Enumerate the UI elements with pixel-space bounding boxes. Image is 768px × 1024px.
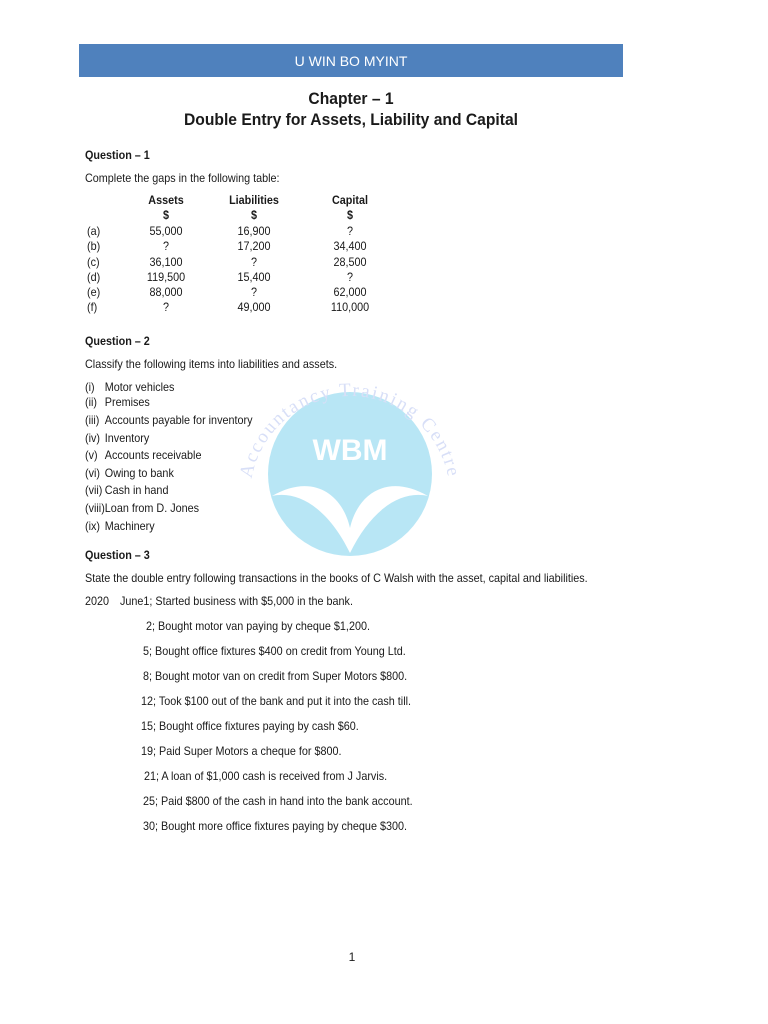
transaction-year: 2020 <box>85 594 110 608</box>
row-label: (e) <box>87 285 101 299</box>
cell-liabilities: 17,200 <box>237 239 271 253</box>
cell-assets: ? <box>162 300 170 314</box>
cell-assets: 119,500 <box>146 270 186 284</box>
transaction-line: 25; Paid $800 of the cash in hand into the bank account. <box>143 794 413 808</box>
list-item <box>85 519 155 533</box>
cell-assets: 36,100 <box>149 255 183 269</box>
cell-capital: ? <box>346 224 354 238</box>
question-2-instruction: Classify the following items into liabilities and assets. <box>85 357 338 371</box>
cell-capital: 28,500 <box>333 255 367 269</box>
list-item <box>85 483 168 497</box>
list-item <box>85 395 150 409</box>
watermark-arc-text: Accountancy Training Centre <box>235 379 465 480</box>
page-number: 1 <box>348 950 356 964</box>
chapter-number: Chapter – 1 <box>308 89 394 108</box>
cell-assets: 55,000 <box>149 224 183 238</box>
list-item-text: Accounts payable for inventory <box>104 413 253 427</box>
list-item <box>85 380 174 394</box>
cell-liabilities: 16,900 <box>237 224 271 238</box>
table-header-capital: Capital <box>331 193 368 207</box>
table-unit-assets: $ <box>162 208 170 222</box>
transaction-line: June1; Started business with $5,000 in the bank. <box>120 594 353 608</box>
list-item-number: (iv) <box>85 431 101 445</box>
row-label: (c) <box>87 255 100 269</box>
list-item <box>85 448 201 462</box>
transaction-line: 8; Bought motor van on credit from Super Motors $800. <box>143 669 408 683</box>
table-header-assets: Assets <box>148 193 184 207</box>
list-item-number: (ii) <box>85 395 97 409</box>
table-unit-capital: $ <box>346 208 354 222</box>
question-1-instruction: Complete the gaps in the following table: <box>85 171 280 185</box>
author-banner: U WIN BO MYINT <box>79 44 623 77</box>
transaction-line: 15; Bought office fixtures paying by cash $60. <box>141 719 359 733</box>
list-item-text: Motor vehicles <box>104 380 175 394</box>
cell-liabilities: 15,400 <box>237 270 271 284</box>
list-item-text: Premises <box>104 395 150 409</box>
cell-capital: ? <box>346 270 354 284</box>
cell-liabilities: ? <box>250 255 258 269</box>
list-item-number: (i) <box>85 380 95 394</box>
question-3-instruction: State the double entry following transactions in the books of C Walsh with the asset, capital and liabilities. <box>85 571 588 585</box>
list-item <box>85 501 199 515</box>
question-2-heading: Question – 2 <box>85 334 150 348</box>
list-item <box>85 413 252 427</box>
cell-capital: 62,000 <box>333 285 367 299</box>
cell-assets: 88,000 <box>149 285 183 299</box>
list-item-number: (v) <box>85 448 98 462</box>
list-item-text: Cash in hand <box>104 483 169 497</box>
list-item-number: (ix) <box>85 519 101 533</box>
question-3-heading: Question – 3 <box>85 548 150 562</box>
table-header-liabilities: Liabilities <box>229 193 279 207</box>
list-item-text: Inventory <box>104 431 150 445</box>
cell-liabilities: 49,000 <box>237 300 271 314</box>
transaction-line: 30; Bought more office fixtures paying by cheque $300. <box>143 819 407 833</box>
row-label: (d) <box>87 270 101 284</box>
list-item-text: Accounts receivable <box>104 448 202 462</box>
list-item-text: Owing to bank <box>104 466 174 480</box>
row-label: (f) <box>87 300 98 314</box>
cell-capital: 110,000 <box>330 300 370 314</box>
row-label: (a) <box>87 224 101 238</box>
watermark-logo-text: WBM <box>312 434 388 467</box>
transaction-line: 5; Bought office fixtures $400 on credit from Young Ltd. <box>143 644 406 658</box>
cell-assets: ? <box>162 239 170 253</box>
list-item-text: Loan from D. Jones <box>104 501 200 515</box>
cell-liabilities: ? <box>250 285 258 299</box>
table-unit-liabilities: $ <box>250 208 258 222</box>
transaction-line: 2; Bought motor van paying by cheque $1,200. <box>146 619 370 633</box>
list-item-number: (viii) <box>85 501 105 515</box>
list-item-number: (iii) <box>85 413 100 427</box>
cell-capital: 34,400 <box>333 239 367 253</box>
list-item-number: (vii) <box>85 483 103 497</box>
list-item <box>85 466 174 480</box>
watermark-logo <box>232 378 468 574</box>
list-item-number: (vi) <box>85 466 101 480</box>
transaction-line: 12; Took $100 out of the bank and put it into the cash till. <box>141 694 411 708</box>
row-label: (b) <box>87 239 101 253</box>
list-item <box>85 431 149 445</box>
transaction-line: 19; Paid Super Motors a cheque for $800. <box>141 744 342 758</box>
list-item-text: Machinery <box>104 519 155 533</box>
transaction-line: 21; A loan of $1,000 cash is received from J Jarvis. <box>144 769 388 783</box>
question-1-heading: Question – 1 <box>85 148 150 162</box>
chapter-title: Double Entry for Assets, Liability and Capital <box>183 110 518 129</box>
